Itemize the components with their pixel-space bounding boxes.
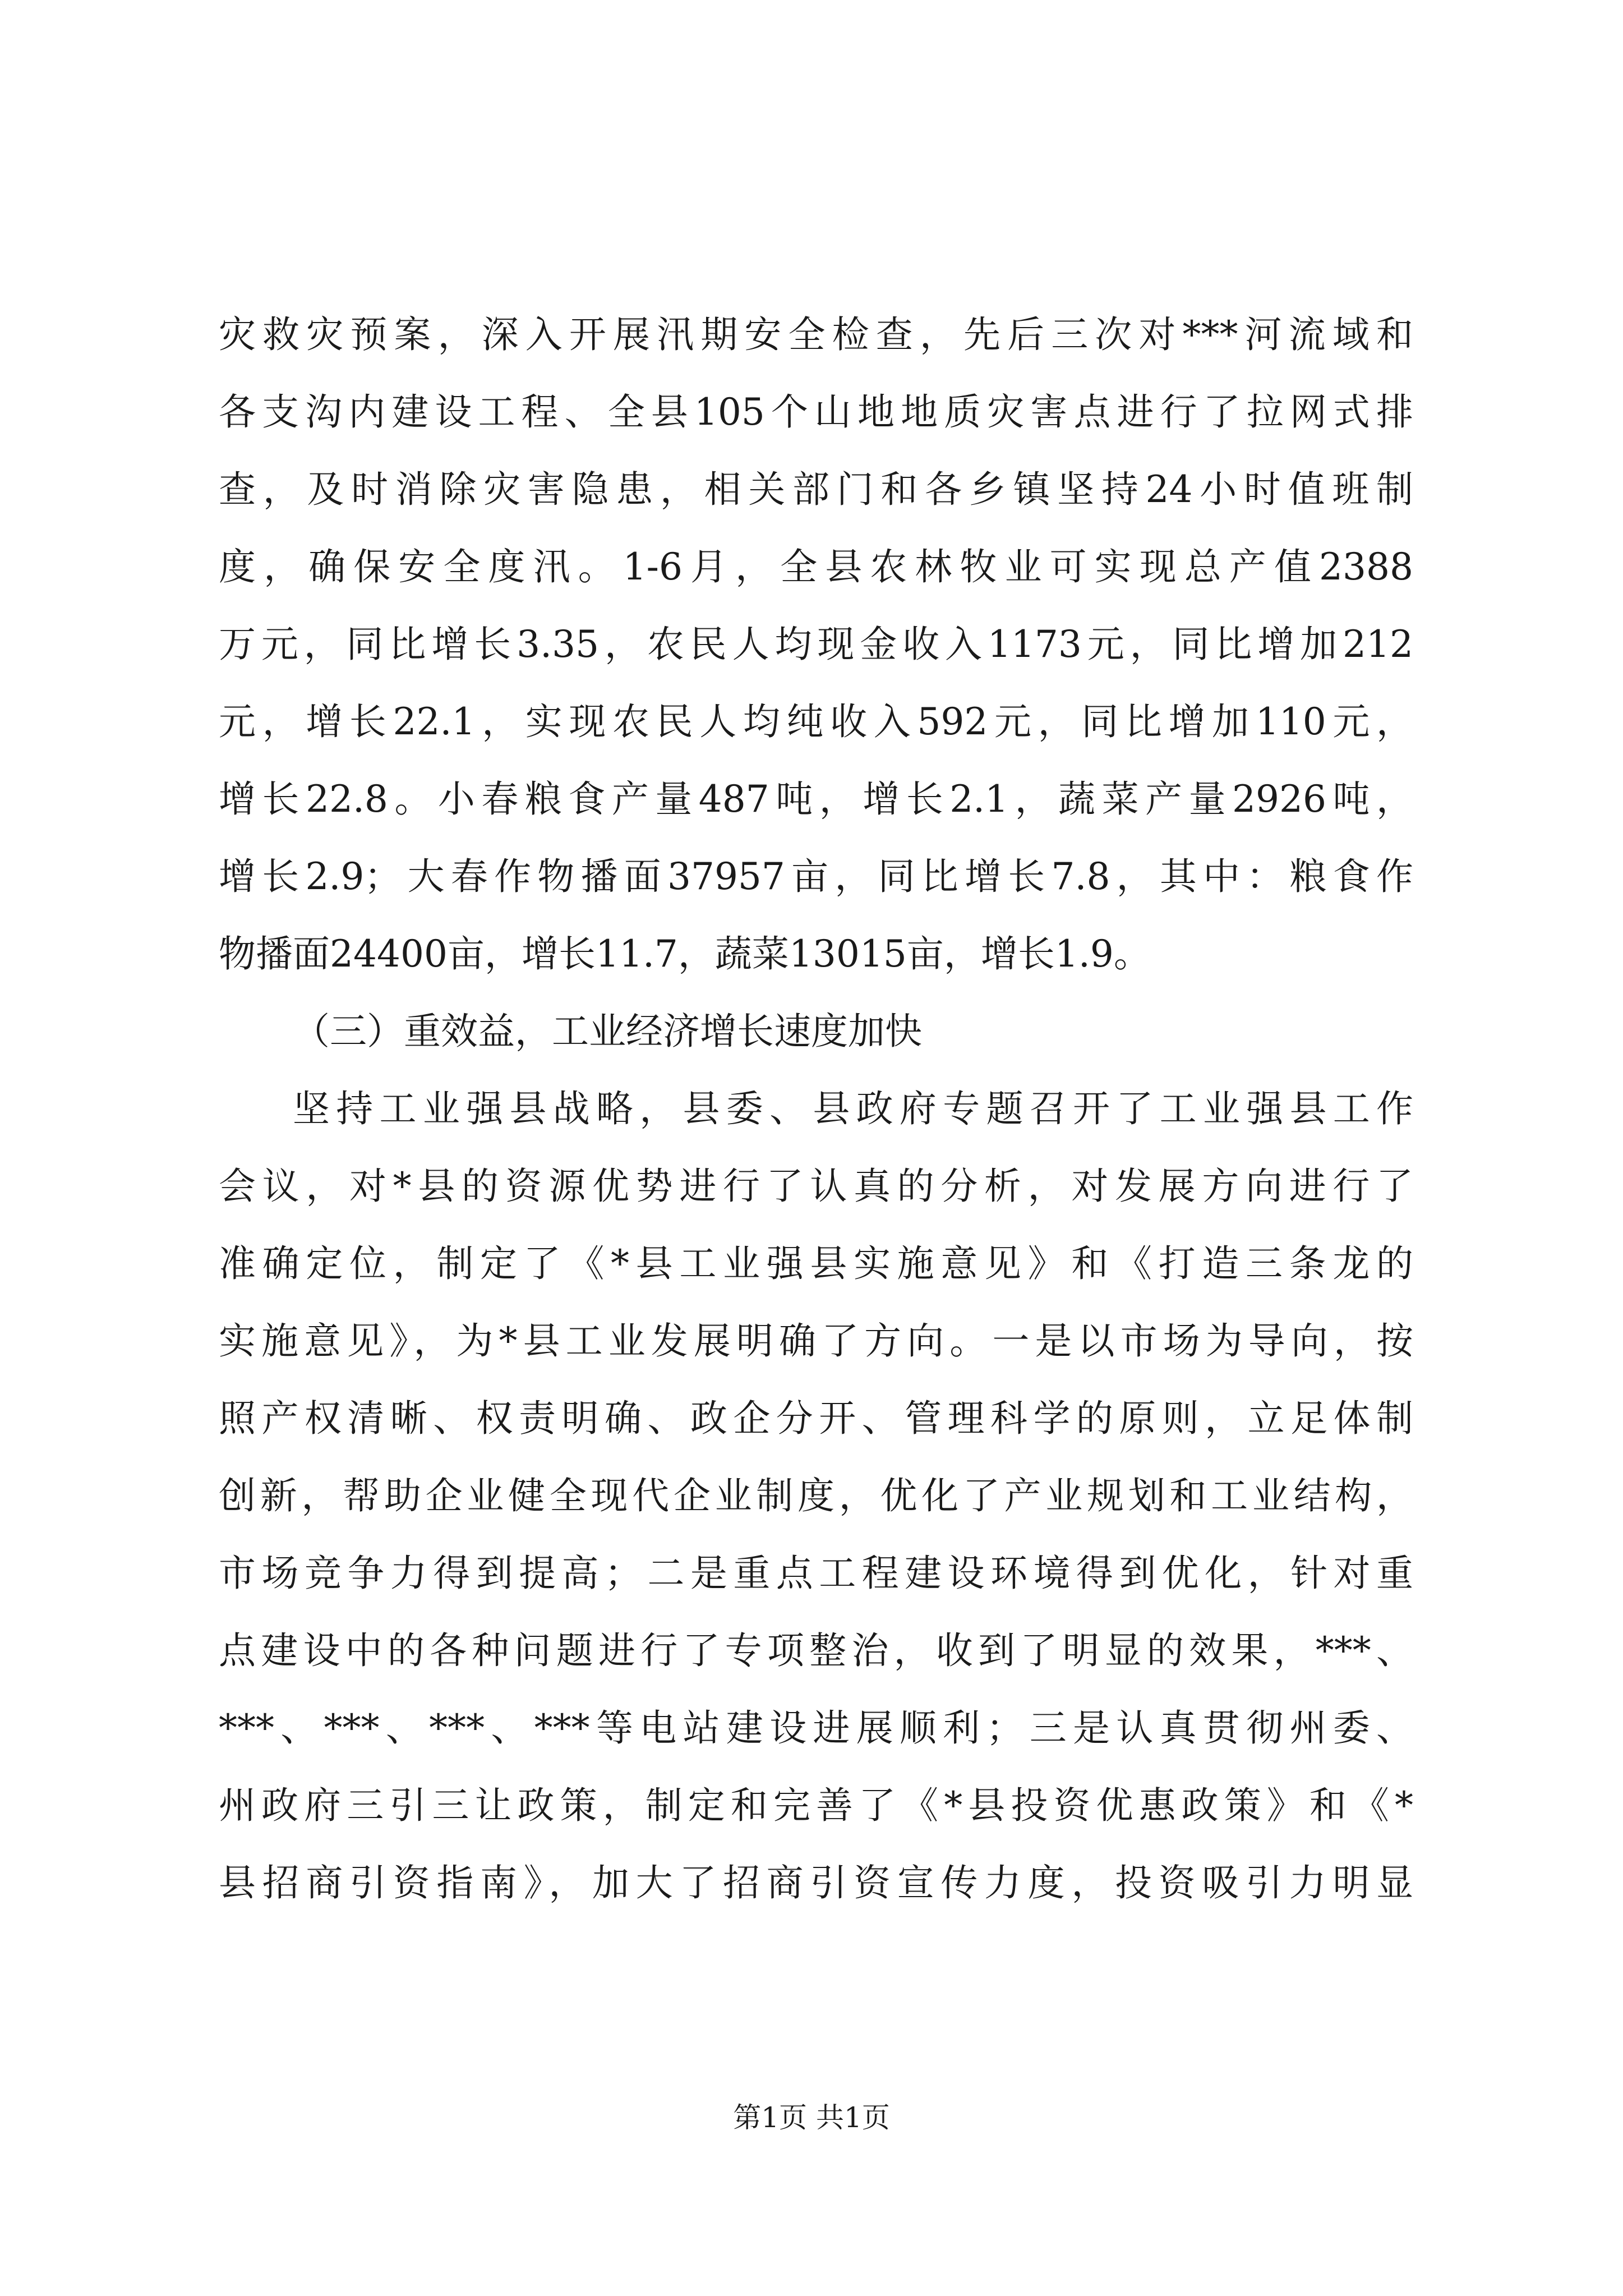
body-line: 各支沟内建设工程、全县105个山地地质灾害点进行了拉网式排 [219, 390, 1413, 434]
body-line: 县招商引资指南》，加大了招商引资宣传力度，投资吸引力明显 [219, 1861, 1413, 1904]
section-heading: （三）重效益，工业经济增长速度加快 [293, 1010, 922, 1053]
body-line: ***、***、***、***等电站建设进展顺利；三是认真贯彻州委、 [219, 1706, 1413, 1750]
body-line: 照产权清晰、权责明确、政企分开、管理科学的原则，立足体制 [219, 1397, 1413, 1440]
body-line: 查，及时消除灾害隐患，相关部门和各乡镇坚持24小时值班制 [219, 468, 1413, 511]
body-line: 物播面24400亩，增长11.7，蔬菜13015亩，增长1.9。 [219, 932, 1151, 976]
body-line: 元，增长22.1，实现农民人均纯收入592元，同比增加110元， [219, 700, 1413, 743]
body-line: 增长2.9；大春作物播面37957亩，同比增长7.8，其中：粮食作 [219, 855, 1413, 898]
body-line: 创新，帮助企业健全现代企业制度，优化了产业规划和工业结构， [219, 1474, 1413, 1517]
paragraph-first-line: 坚持工业强县战略，县委、县政府专题召开了工业强县工作 [293, 1087, 1413, 1130]
page-footer: 第1页 共1页 [733, 2101, 890, 2134]
body-line: 州政府三引三让政策，制定和完善了《*县投资优惠政策》和《* [219, 1784, 1413, 1827]
body-line: 灾救灾预案，深入开展汛期安全检查，先后三次对***河流域和 [219, 313, 1413, 356]
document-body [219, 296, 1413, 1922]
body-line: 实施意见》，为*县工业发展明确了方向。一是以市场为导向，按 [219, 1319, 1413, 1363]
body-line: 点建设中的各种问题进行了专项整治，收到了明显的效果，***、 [219, 1629, 1413, 1672]
body-line: 准确定位，制定了《*县工业强县实施意见》和《打造三条龙的 [219, 1242, 1413, 1285]
body-line: 度，确保安全度汛。1-6月，全县农林牧业可实现总产值2388 [219, 545, 1413, 588]
body-line: 增长22.8。小春粮食产量487吨，增长2.1，蔬菜产量2926吨， [219, 777, 1413, 821]
body-line: 会议，对*县的资源优势进行了认真的分析，对发展方向进行了 [219, 1165, 1413, 1208]
body-line: 市场竞争力得到提高；二是重点工程建设环境得到优化，针对重 [219, 1552, 1413, 1595]
body-line: 万元，同比增长3.35，农民人均现金收入1173元，同比增加212 [219, 623, 1413, 666]
